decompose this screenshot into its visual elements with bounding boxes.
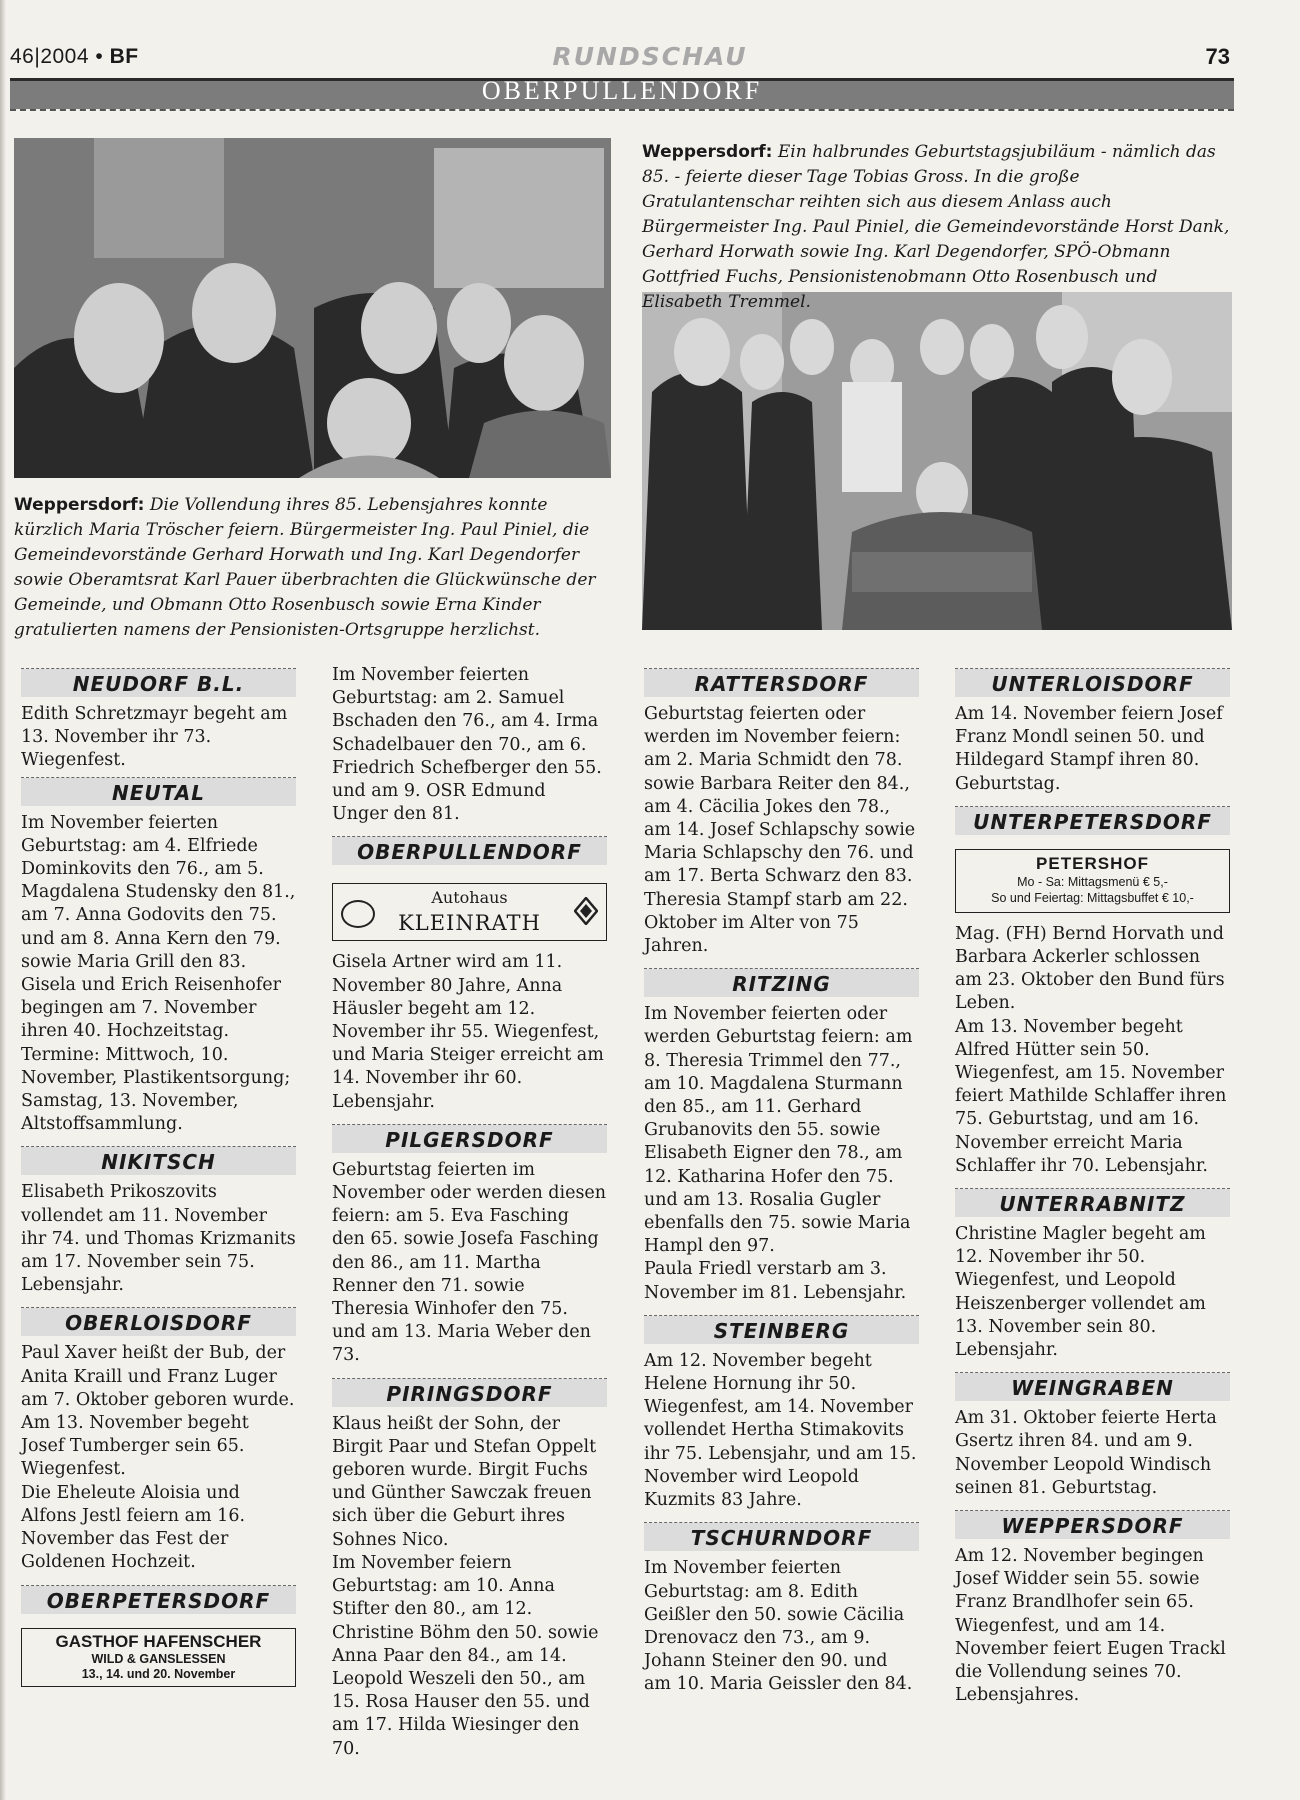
- photo-group-right: [642, 292, 1232, 630]
- section-title: WEINGRABEN: [955, 1373, 1230, 1401]
- section-header: [644, 1315, 919, 1344]
- renault-logo-icon: [574, 897, 598, 925]
- caption-text: Die Vollendung ihres 85. Lebensjahres konnte kürzlich Maria Tröscher feiern. Bürgermeister Ing. Paul Piniel, die Gemeindevorstände Gerhard Horwath und Ing. Karl Degendorfer sowie Oberamtsrat Karl Pauer überbrachten die Glückwünsche der Gemeinde, und Obmann Otto Rosenbusch sowie Erna Kinder gratulierten namens der Pensionisten-Ortsgruppe herzlichst.: [14, 495, 596, 640]
- caption-right: [642, 140, 1232, 315]
- section-text-2: Im November feiern Geburtstag: am 10. Anna Stifter den 80., am 12. Christine Böhm den 50. sowie Anna Paar den 84., am 14. Leopold Weszeli den 50., am 15. Rosa Hauser den 55. und am 17. Hilda Wiesinger den 70.: [332, 1552, 599, 1759]
- section-header: [644, 968, 919, 997]
- section-title: RATTERSDORF: [644, 669, 919, 697]
- section-header: [332, 1124, 607, 1153]
- section-title: UNTERRABNITZ: [955, 1189, 1230, 1217]
- section-title: TSCHURNDORF: [644, 1523, 919, 1551]
- section-header: [21, 668, 296, 697]
- header-divider: [10, 109, 1234, 111]
- section-text-2: Paula Friedl verstarb am 3. November im 81. Lebensjahr.: [644, 1259, 907, 1303]
- section-text: Im November feierten Geburtstag: am 2. Samuel Bschaden den 76., am 4. Irma Schadelbauer den 70., am 6. Friedrich Schefberger den 55. und am 9. OSR Edmund Unger den 81.: [332, 665, 602, 825]
- section-text: Am 14. November feiern Josef Franz Mondl seinen 50. und Hildegard Stampf ihren 80. Geburtstag.: [955, 704, 1223, 794]
- section-title: OBERPETERSDORF: [21, 1586, 296, 1614]
- section-title: UNTERLOISDORF: [955, 669, 1230, 697]
- ad-line: 13., 14. und 20. November: [81, 1666, 236, 1681]
- section-header: [955, 1510, 1230, 1539]
- ad-line: So und Feiertag: Mittagsbuffet € 10,-: [991, 890, 1194, 905]
- section-text-2: Am 13. November begeht Alfred Hütter sein 50. Wiegenfest, am 15. November feiert Mathilde Schlaffer ihren 75. Geburtstag, und am 16. November erreicht Maria Schlaffer ihr 70. Lebensjahr.: [955, 1016, 1227, 1176]
- section-header: [955, 1188, 1230, 1217]
- section-text: Geburtstag feierten oder werden im November feiern: am 2. Maria Schmidt den 78. sowie Barbara Reiter den 84., am 4. Cäcilia Jokes den 78., am 14. Josef Schlapschy sowie Maria Schlapschy den 76. und am 17. Berta Schwarz den 83. Theresia Stampf starb am 22. Oktober im Alter von 75 Jahren.: [644, 704, 916, 957]
- section-header: [955, 668, 1230, 697]
- caption-text: Ein halbrundes Geburtstagsjubiläum - nämlich das 85. - feierte dieser Tage Tobias Gross. In die große Gratulantenschar reihten sich aus diesem Anlass auch Bürgermeister Ing. Paul Piniel, die Gemeindevorstände Horst Dank, Gerhard Horwath sowie Ing. Karl Degendorfer, SPÖ-Obmann Gottfried Fuchs, Pensionistenobmann Otto Rosenbusch und Elisabeth Tremmel.: [642, 142, 1230, 312]
- section-title: OBERPULLENDORF: [332, 837, 607, 865]
- section-header: [955, 1372, 1230, 1401]
- section-text: Elisabeth Prikoszovits vollendet am 11. November ihr 74. und Thomas Krizmanits am 17. November sein 75. Lebensjahr.: [21, 1182, 296, 1296]
- ad-gasthof-hafenscher: [21, 1628, 296, 1687]
- ad-name: KLEINRATH: [398, 911, 541, 936]
- section-header: [332, 836, 607, 865]
- section-text: Am 31. Oktober feierte Herta Gsertz ihren 84. und am 9. November Leopold Windisch seinen 81. Geburtstag.: [955, 1408, 1217, 1498]
- ad-line: Autohaus: [431, 888, 508, 908]
- section-text: Am 12. November begeht Helene Hornung ihr 50. Wiegenfest, am 14. November vollendet Hertha Stimakovits ihr 75. Lebensjahr, und am 15. November wird Leopold Kuzmits 83 Jahre.: [644, 1350, 917, 1511]
- section-text: Am 12. November begingen Josef Widder sein 55. sowie Franz Brandlhofer sein 65. Wiegenfest, und am 14. November feiert Eugen Trackl die Vollendung seines 70. Lebensjahres.: [955, 1546, 1226, 1706]
- issue-line: 46|2004 • BF: [10, 45, 139, 68]
- section-title: PILGERSDORF: [332, 1125, 607, 1153]
- section-text: Klaus heißt der Sohn, der Birgit Paar und Stefan Oppelt geboren wurde. Birgit Fuchs und Günther Sawczak freuen sich über die Geburt ihres Sohnes Nico.: [332, 1413, 597, 1550]
- ad-petershof: [955, 849, 1230, 913]
- section-title: NIKITSCH: [21, 1147, 296, 1175]
- caption-left: [14, 493, 614, 643]
- section-text: Geburtstag feierten im November oder werden diesen feiern: am 5. Eva Fasching den 65. sowie Josefa Fasching den 86., am 11. Martha Renner den 71. sowie Theresia Winhofer den 75. und am 13. Maria Weber den 73.: [332, 1159, 607, 1366]
- ad-line: Mo - Sa: Mittagsmenü € 5,-: [1017, 874, 1168, 889]
- section-text: Im November feierten Geburtstag: am 8. Edith Geißler den 50. sowie Cäcilia Drenovacz den 73., am 9. Johann Steiner den 90. und am 10. Maria Geissler den 84.: [644, 1558, 913, 1695]
- section-header: [644, 1522, 919, 1551]
- caption-place: Weppersdorf:: [14, 495, 145, 515]
- region-title: OBERPULLENDORF: [481, 76, 763, 105]
- section-text-2: Die Eheleute Aloisia und Alfons Jestl feiern am 16. November das Fest der Goldenen Hochzeit.: [21, 1482, 246, 1573]
- section-title: RITZING: [644, 969, 919, 997]
- section-title: STEINBERG: [644, 1316, 919, 1344]
- column-3: [644, 664, 919, 1697]
- ad-line: WILD & GANSLESSEN: [91, 1651, 226, 1666]
- section-text: Im November feierten Geburtstag: am 4. Elfriede Dominkovits den 76., am 5. Magdalena Studensky den 81., am 7. Anna Godovits den 75. und am 8. Anna Kern den 79. sowie Maria Grill den 83. Gisela und Erich Reisenhofer begingen am 7. November ihren 40. Hochzeitstag. Termine: Mittwoch, 10. November, Plastikentsorgung; Samstag, 13. November, Altstoffsammlung.: [21, 812, 296, 1135]
- section-text: Mag. (FH) Bernd Horvath und Barbara Ackerler schlossen am 23. Oktober den Bund fürs Leben.: [955, 923, 1225, 1014]
- page-scan-edge: [0, 0, 6, 1800]
- section-title: OBERLOISDORF: [21, 1308, 296, 1336]
- section-text: Gisela Artner wird am 11. November 80 Jahre, Anna Häusler begeht am 12. November ihr 55. Wiegenfest, und Maria Steiger erreicht am 14. November ihr 60. Lebensjahr.: [332, 952, 604, 1112]
- section-header: [21, 1585, 296, 1614]
- photo-image: [642, 292, 1232, 630]
- section-header: [644, 668, 919, 697]
- caption-place: Weppersdorf:: [642, 142, 773, 162]
- section-header: [332, 1378, 607, 1407]
- ad-autohaus-kleinrath: [332, 883, 607, 941]
- photo-group-left: [14, 138, 611, 478]
- page-number: 73: [1205, 44, 1230, 69]
- section-title: NEUTAL: [21, 778, 296, 806]
- column-4: [955, 664, 1230, 1708]
- section-title: NEUDORF B.L.: [21, 669, 296, 697]
- issue-number: 46|2004: [10, 45, 90, 68]
- section-text: Im November feierten oder werden Geburtstag feiern: am 8. Theresia Trimmel den 77., am 10. Magdalena Sturmann den 85., am 11. Gerhard Grubanovits den 55. sowie Elisabeth Eigner den 78., am 12. Katharina Hofer den 75. und am 13. Rosalia Gugler ebenfalls den 75. sowie Maria Hampl den 97.: [644, 1004, 913, 1257]
- section-text: Christine Magler begeht am 12. November ihr 50. Wiegenfest, und Leopold Heiszenberger vollendet am 13. November sein 80. Lebensjahr.: [955, 1224, 1206, 1361]
- column-2: [332, 664, 607, 1761]
- paper-name: BF: [109, 45, 139, 68]
- section-header: [21, 777, 296, 806]
- ad-name: GASTHOF HAFENSCHER: [55, 1631, 262, 1651]
- section-title: UNTERPETERSDORF: [955, 807, 1230, 835]
- section-title: PIRINGSDORF: [332, 1379, 607, 1407]
- section-header: [955, 806, 1230, 835]
- section-text: Edith Schretzmayr begeht am 13. November ihr 73. Wiegenfest.: [21, 704, 288, 771]
- section-title: WEPPERSDORF: [955, 1511, 1230, 1539]
- photo-image: [14, 138, 611, 478]
- section-header: [21, 1146, 296, 1175]
- ad-name: PETERSHOF: [1036, 853, 1149, 873]
- section-text: Paul Xaver heißt der Bub, der Anita Kraill und Franz Luger am 7. Oktober geboren wurde. Am 13. November begeht Josef Tumberger sein 65. Wiegenfest.: [21, 1343, 295, 1480]
- section-name: RUNDSCHAU: [552, 42, 748, 71]
- column-1: [21, 664, 296, 1697]
- section-header: [21, 1307, 296, 1336]
